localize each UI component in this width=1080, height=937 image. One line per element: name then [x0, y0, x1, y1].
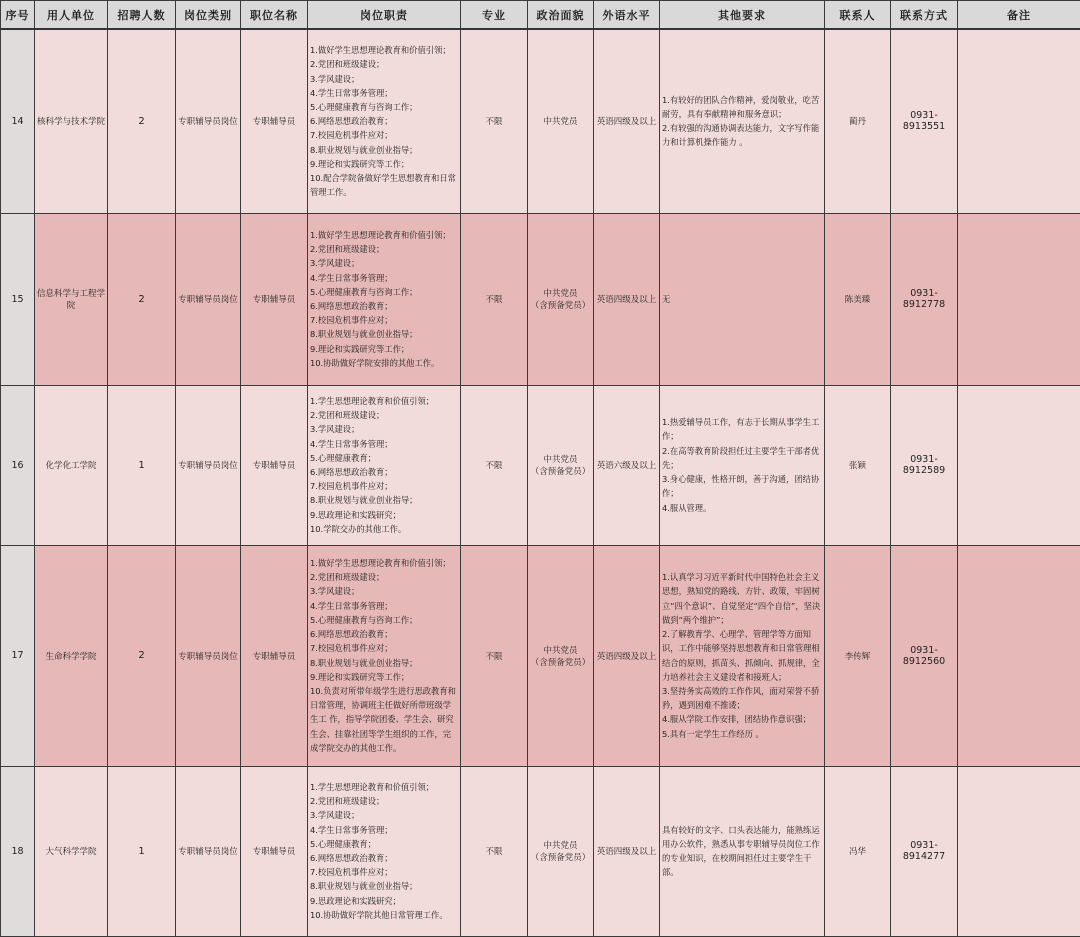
cell-language: 英语四级及以上 — [594, 29, 660, 213]
cell-unit: 信息科学与工程学院 — [35, 213, 108, 385]
cell-language: 英语四级及以上 — [594, 545, 660, 766]
duty-item: 4.学生日常事务管理； — [310, 271, 458, 285]
duty-item: 6.网络思想政治教育； — [310, 114, 458, 128]
duty-item: 1.做好学生思想理论教育和价值引领； — [310, 556, 458, 570]
requirement-item: 具有较好的文字、口头表达能力，能熟练运用办公软件，熟悉从事专职辅导员岗位工作的专业知识，在校期间担任过主要学生干部。 — [662, 823, 822, 880]
duty-item: 4.学生日常事务管理； — [310, 86, 458, 100]
requirement-item: 1.有较好的团队合作精神，爱岗敬业，吃苦耐劳，具有奉献精神和服务意识； — [662, 93, 822, 121]
cell-count: 1 — [108, 385, 176, 545]
table-row — [1, 545, 1080, 766]
cell-requirements — [660, 29, 825, 213]
duty-item: 4.学生日常事务管理； — [310, 823, 458, 837]
cell-seq: 14 — [1, 29, 35, 213]
cell-contact: 李传辉 — [825, 545, 891, 766]
table-row — [1, 766, 1080, 936]
cell-requirements — [660, 545, 825, 766]
cell-count: 2 — [108, 213, 176, 385]
table-row — [1, 385, 1080, 545]
duty-item: 5.心理健康教育与咨询工作； — [310, 100, 458, 114]
political-line: （含预备党员） — [528, 299, 593, 311]
requirement-item: 2.了解教育学、心理学、管理学等方面知识，工作中能够坚持思想教育和日常管理相结合的原则，抓苗头、抓倾向、抓规律，全力培养社会主义建设者和接班人； — [662, 627, 822, 684]
duty-item: 2.党团和班级建设； — [310, 794, 458, 808]
cell-seq: 18 — [1, 766, 35, 936]
cell-language: 英语四级及以上 — [594, 766, 660, 936]
duty-item: 4.学生日常事务管理； — [310, 437, 458, 451]
political-line: 中共党员 — [528, 453, 593, 465]
cell-political — [528, 766, 594, 936]
cell-category: 专职辅导员岗位 — [176, 766, 241, 936]
duty-item: 7.校园危机事件应对； — [310, 641, 458, 655]
column-header-major: 专业 — [461, 1, 528, 30]
column-header-category: 岗位类别 — [176, 1, 241, 30]
cell-title: 专职辅导员 — [241, 213, 308, 385]
cell-note — [958, 29, 1080, 213]
cell-major: 不限 — [461, 29, 528, 213]
duty-item: 2.党团和班级建设； — [310, 57, 458, 71]
cell-major: 不限 — [461, 545, 528, 766]
cell-duties — [308, 385, 461, 545]
political-line: （含预备党员） — [528, 656, 593, 668]
cell-contact: 冯华 — [825, 766, 891, 936]
cell-duties — [308, 29, 461, 213]
header-row — [1, 1, 1080, 30]
requirement-item: 4.服从管理。 — [662, 501, 822, 515]
political-line: 中共党员 — [528, 839, 593, 851]
cell-unit: 核科学与技术学院 — [35, 29, 108, 213]
requirement-item: 3.身心健康，性格开朗，善于沟通，团结协作； — [662, 472, 822, 500]
column-header-unit: 用人单位 — [35, 1, 108, 30]
duty-item: 8.职业规划与就业创业指导； — [310, 656, 458, 670]
cell-seq: 16 — [1, 385, 35, 545]
duty-item: 3.学风建设； — [310, 808, 458, 822]
duty-item: 5.心理健康教育与咨询工作； — [310, 285, 458, 299]
duty-item: 8.职业规划与就业创业指导； — [310, 879, 458, 893]
duty-item: 9.理论和实践研究等工作； — [310, 670, 458, 684]
political-line: 中共党员 — [528, 115, 593, 127]
column-header-title: 职位名称 — [241, 1, 308, 30]
duty-item: 9.思政理论和实践研究； — [310, 894, 458, 908]
cell-title: 专职辅导员 — [241, 29, 308, 213]
duty-item: 6.网络思想政治教育； — [310, 299, 458, 313]
duty-item: 1.做好学生思想理论教育和价值引领； — [310, 228, 458, 242]
cell-unit: 化学化工学院 — [35, 385, 108, 545]
cell-duties — [308, 766, 461, 936]
cell-unit: 生命科学学院 — [35, 545, 108, 766]
duty-item: 6.网络思想政治教育； — [310, 627, 458, 641]
duty-item: 2.党团和班级建设； — [310, 408, 458, 422]
requirement-item: 2.在高等教育阶段担任过主要学生干部者优先； — [662, 444, 822, 472]
cell-requirements — [660, 213, 825, 385]
cell-political — [528, 385, 594, 545]
duty-item: 7.校园危机事件应对； — [310, 128, 458, 142]
political-line: （含预备党员） — [528, 851, 593, 863]
duty-item: 9.理论和实践研究等工作； — [310, 157, 458, 171]
duty-item: 6.网络思想政治教育； — [310, 851, 458, 865]
duty-item: 9.思政理论和实践研究； — [310, 508, 458, 522]
cell-phone: 0931-8912560 — [891, 545, 958, 766]
duty-item: 10.协助做好学院安排的其他工作。 — [310, 356, 458, 370]
requirement-item: 4.服从学院工作安排，团结协作意识强； — [662, 712, 822, 726]
cell-major: 不限 — [461, 385, 528, 545]
requirement-item: 无 — [662, 292, 822, 306]
cell-count: 1 — [108, 766, 176, 936]
column-header-duties: 岗位职责 — [308, 1, 461, 30]
cell-note — [958, 385, 1080, 545]
duty-item: 9.理论和实践研究等工作； — [310, 342, 458, 356]
political-line: 中共党员 — [528, 287, 593, 299]
column-header-contact: 联系人 — [825, 1, 891, 30]
cell-language: 英语四级及以上 — [594, 213, 660, 385]
political-line: （含预备党员） — [528, 465, 593, 477]
column-header-phone: 联系方式 — [891, 1, 958, 30]
cell-category: 专职辅导员岗位 — [176, 385, 241, 545]
political-line: 中共党员 — [528, 644, 593, 656]
cell-phone: 0931-8913551 — [891, 29, 958, 213]
cell-requirements — [660, 766, 825, 936]
cell-category: 专职辅导员岗位 — [176, 29, 241, 213]
column-header-count: 招聘人数 — [108, 1, 176, 30]
cell-phone: 0931-8912589 — [891, 385, 958, 545]
table-body — [1, 29, 1080, 936]
column-header-note: 备注 — [958, 1, 1080, 30]
duty-item: 3.学风建设； — [310, 422, 458, 436]
cell-duties — [308, 213, 461, 385]
cell-political — [528, 213, 594, 385]
cell-title: 专职辅导员 — [241, 545, 308, 766]
duty-item: 7.校园危机事件应对； — [310, 479, 458, 493]
duty-item: 7.校园危机事件应对； — [310, 313, 458, 327]
requirement-item: 1.认真学习习近平新时代中国特色社会主义思想，熟知党的路线、方针、政策，牢固树立“四个意识”、自觉坚定“四个自信”，坚决做到“两个维护”； — [662, 570, 822, 627]
cell-title: 专职辅导员 — [241, 766, 308, 936]
duty-item: 7.校园危机事件应对； — [310, 865, 458, 879]
cell-count: 2 — [108, 29, 176, 213]
duty-item: 4.学生日常事务管理； — [310, 599, 458, 613]
cell-contact: 张颖 — [825, 385, 891, 545]
cell-unit: 大气科学学院 — [35, 766, 108, 936]
duty-item: 10.学院交办的其他工作。 — [310, 522, 458, 536]
cell-seq: 15 — [1, 213, 35, 385]
cell-contact: 陈美臻 — [825, 213, 891, 385]
duty-item: 2.党团和班级建设； — [310, 242, 458, 256]
duty-item: 10.配合学院备做好学生思想教育和日常管理工作。 — [310, 171, 458, 199]
cell-requirements — [660, 385, 825, 545]
duty-item: 10.协助做好学院其他日常管理工作。 — [310, 908, 458, 922]
cell-political — [528, 545, 594, 766]
cell-count: 2 — [108, 545, 176, 766]
column-header-requirements: 其他要求 — [660, 1, 825, 30]
cell-category: 专职辅导员岗位 — [176, 545, 241, 766]
column-header-seq: 序号 — [1, 1, 35, 30]
cell-title: 专职辅导员 — [241, 385, 308, 545]
table-row — [1, 213, 1080, 385]
duty-item: 1.做好学生思想理论教育和价值引领； — [310, 43, 458, 57]
duty-item: 8.职业规划与就业创业指导； — [310, 143, 458, 157]
requirement-item: 1.热爱辅导员工作，有志于长期从事学生工作； — [662, 415, 822, 443]
column-header-language: 外语水平 — [594, 1, 660, 30]
cell-note — [958, 545, 1080, 766]
duty-item: 3.学风建设； — [310, 584, 458, 598]
requirement-item: 5.具有一定学生工作经历 。 — [662, 727, 822, 741]
duty-item: 6.网络思想政治教育； — [310, 465, 458, 479]
cell-phone: 0931-8914277 — [891, 766, 958, 936]
cell-category: 专职辅导员岗位 — [176, 213, 241, 385]
duty-item: 5.心理健康教育； — [310, 451, 458, 465]
requirement-item: 3.坚持务实高效的工作作风，面对荣誉不骄矜，遇到困难不推诿； — [662, 684, 822, 712]
duty-item: 5.心理健康教育与咨询工作； — [310, 613, 458, 627]
cell-major: 不限 — [461, 213, 528, 385]
duty-item: 8.职业规划与就业创业指导； — [310, 327, 458, 341]
cell-major: 不限 — [461, 766, 528, 936]
duty-item: 2.党团和班级建设； — [310, 570, 458, 584]
duty-item: 10.负责对所带年级学生进行思政教育和日常管理，协调班主任做好所带班级学生工 作，指导学院团委、学生会、研究生会、挂靠社团等学生组织的工作，完成学院交办的其他工作。 — [310, 684, 458, 755]
duty-item: 1.学生思想理论教育和价值引领； — [310, 394, 458, 408]
requirement-item: 2.有较强的沟通协调表达能力，文字写作能力和计算机操作能力 。 — [662, 121, 822, 149]
cell-language: 英语六级及以上 — [594, 385, 660, 545]
duty-item: 3.学风建设； — [310, 256, 458, 270]
table-row — [1, 29, 1080, 213]
duty-item: 3.学风建设； — [310, 72, 458, 86]
cell-note — [958, 766, 1080, 936]
duty-item: 8.职业规划与就业创业指导； — [310, 493, 458, 507]
column-header-political: 政治面貌 — [528, 1, 594, 30]
cell-political — [528, 29, 594, 213]
cell-phone: 0931-8912778 — [891, 213, 958, 385]
cell-seq: 17 — [1, 545, 35, 766]
cell-note — [958, 213, 1080, 385]
cell-duties — [308, 545, 461, 766]
duty-item: 1.学生思想理论教育和价值引领； — [310, 780, 458, 794]
cell-contact: 蔺丹 — [825, 29, 891, 213]
duty-item: 5.心理健康教育； — [310, 837, 458, 851]
